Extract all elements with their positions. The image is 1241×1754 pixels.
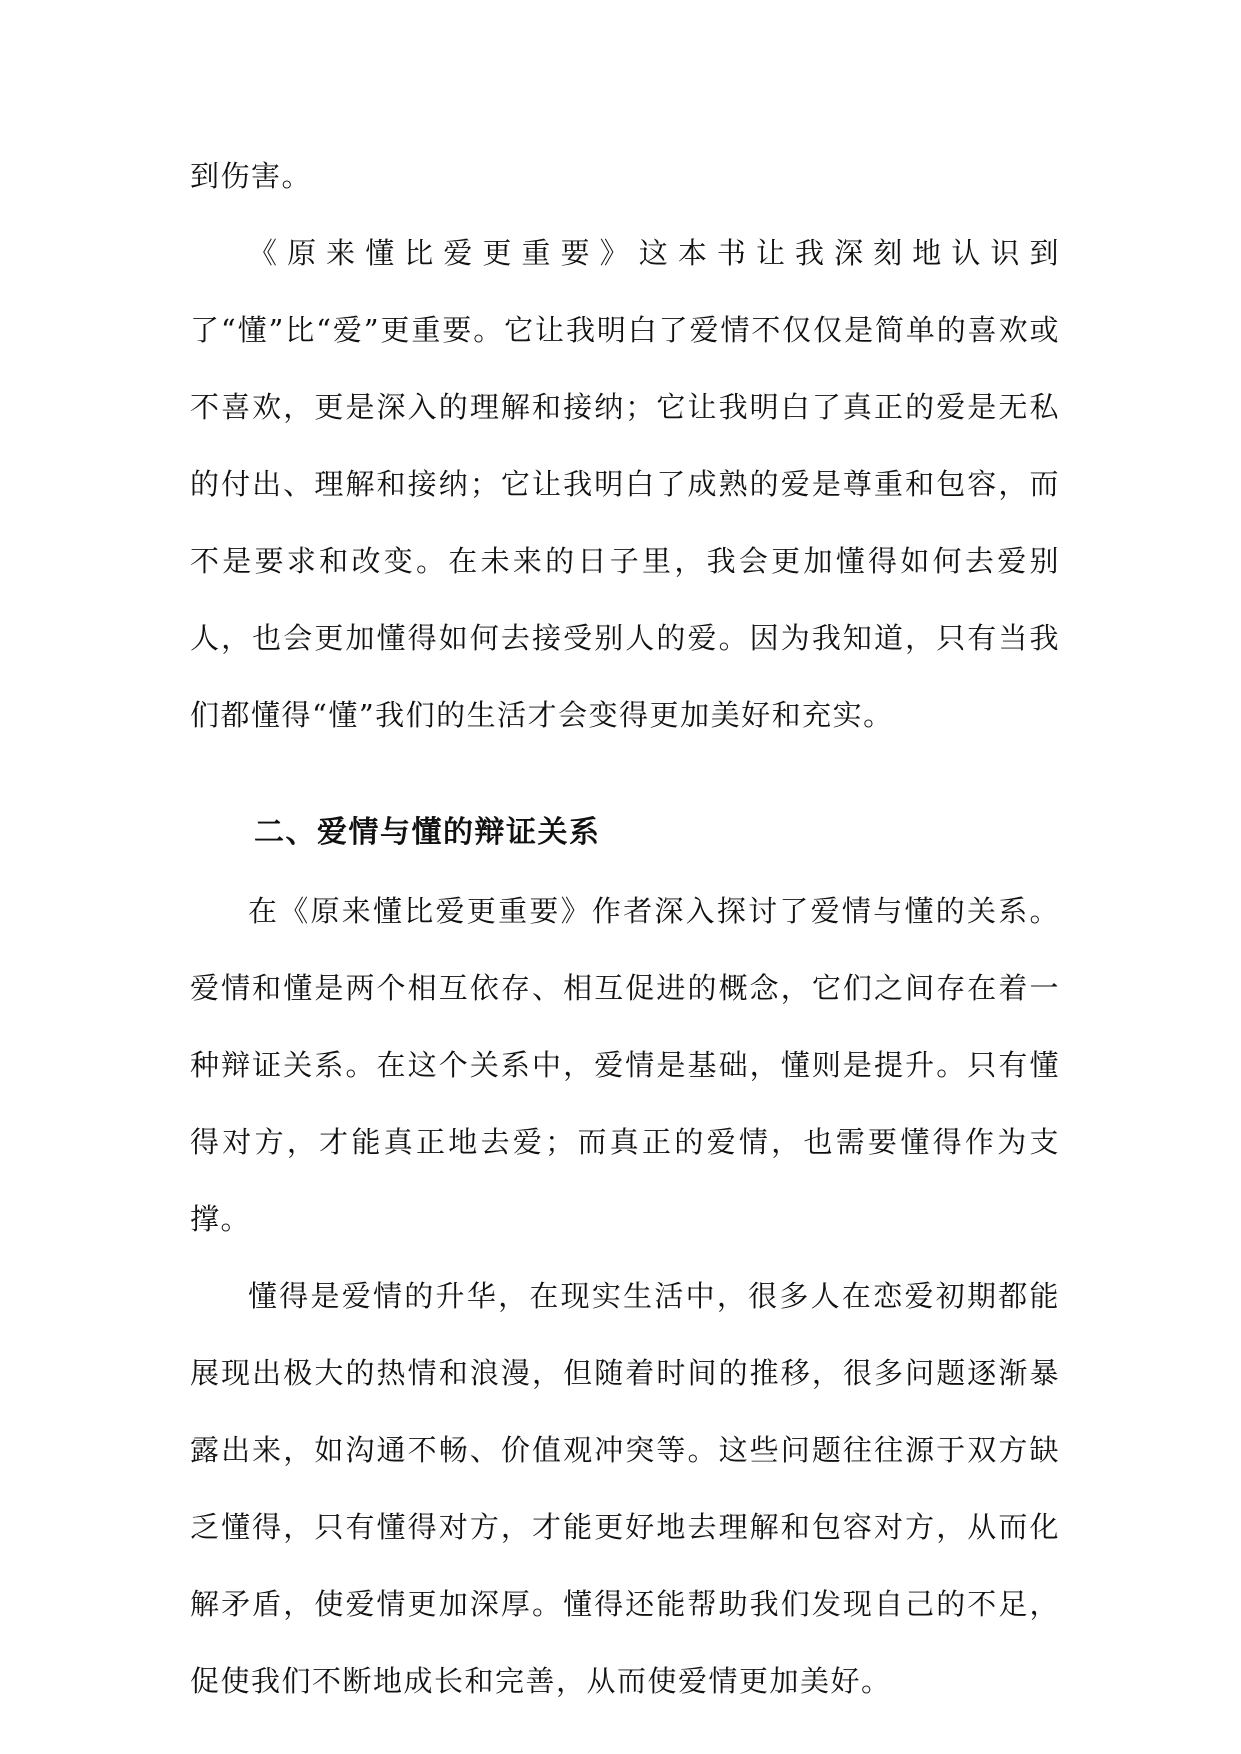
body-paragraph: 《原来懂比爱更重要》这本书让我深刻地认识到了“懂”比“爱”更重要。它让我明白了爱情不仅仅是简单的喜欢或不喜欢，更是深入的理解和接纳；它让我明白了真正的爱是无私的付出、理解和接纳；它让我明白了成熟的爱是尊重和包容，而不是要求和改变。在未来的日子里，我会更加懂得如何去爱别人，也会更加懂得如何去接受别人的爱。因为我知道，只有当我们都懂得“懂”我们的生活才会变得更加美好和充实。 bbox=[190, 236, 1060, 732]
continuation-paragraph: 到伤害。 bbox=[190, 159, 313, 193]
body-paragraph: 在《原来懂比爱更重要》作者深入探讨了爱情与懂的关系。爱情和懂是两个相互依存、相互促进的概念，它们之间存在着一种辩证关系。在这个关系中，爱情是基础，懂则是提升。只有懂得对方，才能真正地去爱；而真正的爱情，也需要懂得作为支撑。 bbox=[190, 894, 1060, 1236]
section-heading: 二、爱情与懂的辩证关系 bbox=[254, 815, 601, 850]
document-body bbox=[190, 138, 1060, 1720]
body-paragraph: 懂得是爱情的升华，在现实生活中，很多人在恋爱初期都能展现出极大的热情和浪漫，但随着时间的推移，很多问题逐渐暴露出来，如沟通不畅、价值观冲突等。这些问题往往源于双方缺乏懂得，只有懂得对方，才能更好地去理解和包容对方，从而化解矛盾，使爱情更加深厚。懂得还能帮助我们发现自己的不足，促使我们不断地成长和完善，从而使爱情更加美好。 bbox=[190, 1279, 1060, 1698]
